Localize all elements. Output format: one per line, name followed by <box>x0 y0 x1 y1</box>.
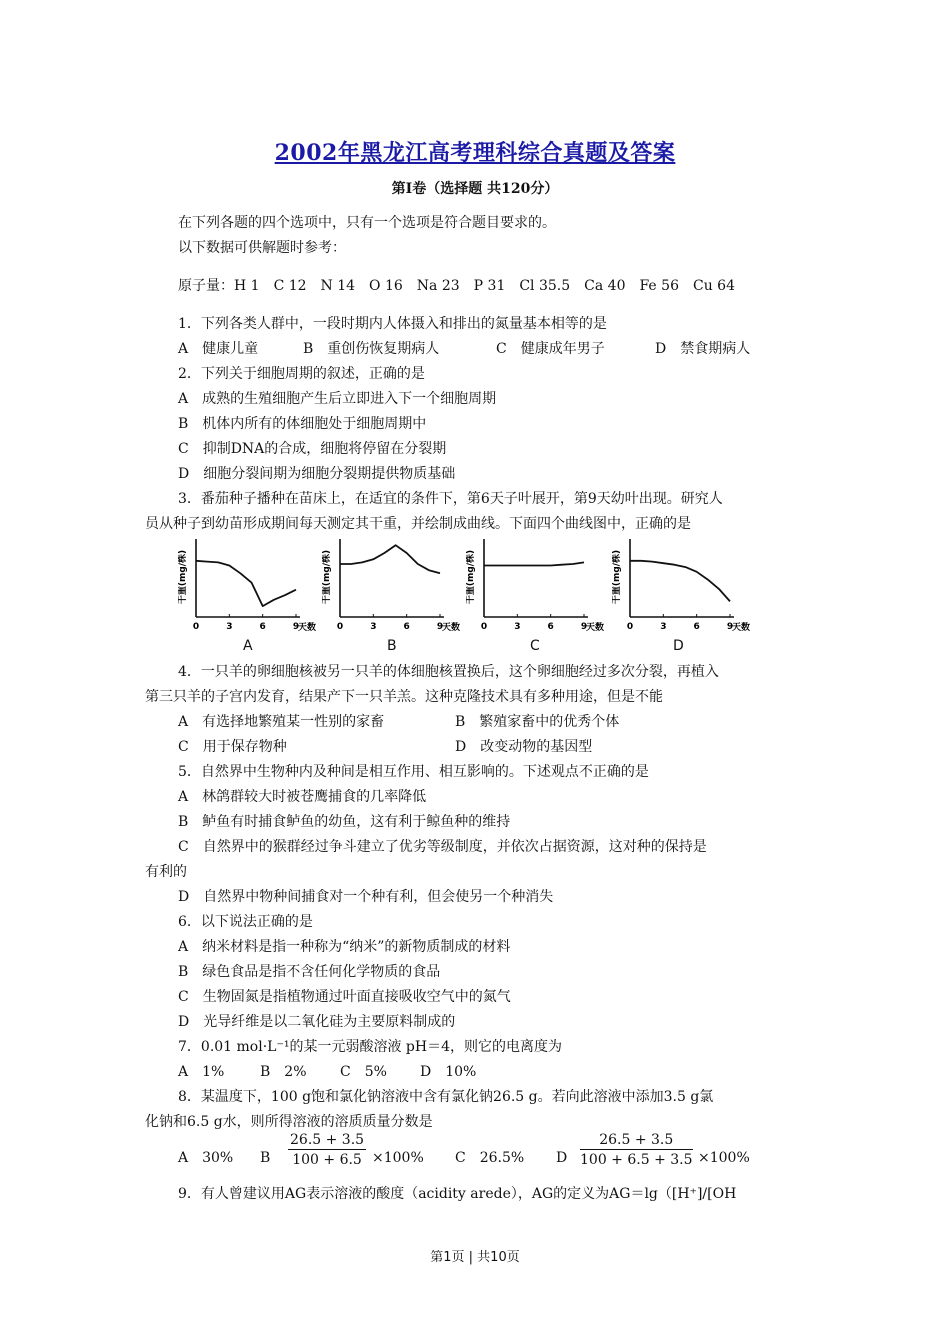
dry-weight-curve <box>630 561 730 602</box>
fraction-d-denominator: 100 + 6.5 + 3.5 <box>580 1152 693 1168</box>
x-tick-label: 0 <box>626 622 634 632</box>
x-tick-label: 6 <box>693 622 700 632</box>
question-3-stem-line-2: 员从种子到幼苗形成期间每天测定其干重，并绘制成曲线。下面四个曲线图中，正确的是 <box>145 516 691 532</box>
question-4-stem-line-1: 4．一只羊的卵细胞核被另一只羊的体细胞核置换后，这个卵细胞经过多次分裂，再植入 <box>178 664 719 680</box>
x-tick-label: 6 <box>259 622 266 632</box>
atomic-mass-line: 原子量：H 1 C 12 N 14 O 16 Na 23 P 31 Cl 35.5 Ca 40 Fe 56 Cu 64 <box>178 278 735 294</box>
x-axis-unit: 天数 <box>442 623 461 633</box>
y-axis-label: 干重(mg/株) <box>322 549 332 605</box>
document-title: 2002年黑龙江高考理科综合真题及答案 <box>274 140 676 166</box>
chart-d <box>612 537 754 637</box>
y-axis-label: 干重(mg/株) <box>612 549 622 605</box>
question-5-option-c-cont: 有利的 <box>145 864 187 880</box>
question-2-option-c: C 抑制DNA的合成，细胞将停留在分裂期 <box>178 441 447 457</box>
question-7-option-b: B 2% <box>260 1064 307 1080</box>
question-7-option-d: D 10% <box>420 1064 477 1080</box>
fraction-b-denominator: 100 + 6.5 <box>292 1152 362 1168</box>
question-2-option-a: A 成熟的生殖细胞产生后立即进入下一个细胞周期 <box>178 391 497 407</box>
question-4-option-b: B 繁殖家畜中的优秀个体 <box>455 714 620 730</box>
x-axis-unit: 天数 <box>298 623 317 633</box>
x-tick-label: 3 <box>370 622 377 632</box>
question-6-stem: 6．以下说法正确的是 <box>178 914 313 930</box>
question-6-option-a: A 纳米材料是指一种称为“纳米”的新物质制成的材料 <box>178 939 511 955</box>
x-tick-label: 3 <box>514 622 521 632</box>
question-5-option-a: A 林鸽群较大时被苍鹰捕食的几率降低 <box>178 789 427 805</box>
y-axis-label: 干重(mg/株) <box>178 549 188 605</box>
question-5-option-b: B 鲈鱼有时捕食鲈鱼的幼鱼，这有利于鲸鱼种的维持 <box>178 814 511 830</box>
chart-b <box>322 537 464 637</box>
x-tick-label: 0 <box>480 622 488 632</box>
question-1-option-c: C 健康成年男子 <box>496 341 605 357</box>
question-1-option-d: D 禁食期病人 <box>655 341 751 357</box>
dry-weight-curve <box>196 561 296 606</box>
y-axis-label: 干重(mg/株) <box>466 549 476 605</box>
dry-weight-curve <box>484 562 584 565</box>
question-8-stem-line-1: 8．某温度下，100 g饱和氯化钠溶液中含有氯化钠26.5 g。若向此溶液中添加3.5 g氯 <box>178 1089 714 1105</box>
x-axis-unit: 天数 <box>586 623 605 633</box>
x-axis-unit: 天数 <box>732 623 751 633</box>
intro-line-1: 在下列各题的四个选项中，只有一个选项是符合题目要求的。 <box>178 215 556 231</box>
question-6-option-d: D 光导纤维是以二氧化硅为主要原料制成的 <box>178 1014 456 1030</box>
question-5-stem: 5．自然界中生物种内及种间是相互作用、相互影响的。下述观点不正确的是 <box>178 764 649 780</box>
question-8-stem-line-2: 化钠和6.5 g水，则所得溶液的溶质质量分数是 <box>145 1114 433 1130</box>
chart-c <box>466 537 608 637</box>
dry-weight-curve <box>340 545 440 573</box>
x-tick-label: 3 <box>660 622 667 632</box>
x-tick-label: 6 <box>403 622 410 632</box>
question-4-option-d: D 改变动物的基因型 <box>455 739 593 755</box>
section-heading: 第Ⅰ卷（选择题 共120分） <box>391 181 559 197</box>
question-7-stem: 7．0.01 mol·L⁻¹的某一元弱酸溶液 pH＝4，则它的电离度为 <box>178 1039 562 1055</box>
question-1-option-a: A 健康儿童 <box>178 341 259 357</box>
x-tick-label: 0 <box>192 622 200 632</box>
question-8-option-d-fraction <box>580 1132 693 1168</box>
question-2-option-b: B 机体内所有的体细胞处于细胞周期中 <box>178 416 427 432</box>
x-tick-label: 9 <box>436 622 444 632</box>
question-8-option-b-percent: ×100% <box>372 1150 424 1166</box>
x-tick-label: 9 <box>292 622 300 632</box>
question-2-option-d: D 细胞分裂间期为细胞分裂期提供物质基础 <box>178 466 456 482</box>
question-2-stem: 2．下列关于细胞周期的叙述，正确的是 <box>178 366 425 382</box>
question-8-option-b-label: B <box>260 1150 271 1166</box>
question-6-option-b: B 绿色食品是指不含任何化学物质的食品 <box>178 964 441 980</box>
intro-line-2: 以下数据可供解题时参考： <box>178 240 346 256</box>
question-8-option-c: C 26.5% <box>455 1150 525 1166</box>
question-5-option-c: C 自然界中的猴群经过争斗建立了优劣等级制度，并依次占据资源，这对种的保持是 <box>178 839 707 855</box>
question-6-option-c: C 生物固氮是指植物通过叶面直接吸收空气中的氮气 <box>178 989 511 1005</box>
x-tick-label: 9 <box>580 622 588 632</box>
question-7-option-c: C 5% <box>340 1064 387 1080</box>
question-5-option-d: D 自然界中物种间捕食对一个种有利，但会使另一个种消失 <box>178 889 554 905</box>
chart-b-label: B <box>387 638 397 654</box>
question-1-option-b: B 重创伤恢复期病人 <box>303 341 440 357</box>
x-tick-label: 0 <box>336 622 344 632</box>
question-8-option-a: A 30% <box>178 1150 234 1166</box>
question-4-option-a: A 有选择地繁殖某一性别的家畜 <box>178 714 385 730</box>
x-tick-label: 9 <box>726 622 734 632</box>
question-4-option-c: C 用于保存物种 <box>178 739 287 755</box>
chart-c-label: C <box>530 638 540 654</box>
chart-a-label: A <box>243 638 253 654</box>
question-8-option-b-fraction <box>288 1132 366 1168</box>
question-4-stem-line-2: 第三只羊的子宫内发育，结果产下一只羊羔。这种克隆技术具有多种用途，但是不能 <box>145 689 663 705</box>
question-1-stem: 1．下列各类人群中，一段时期内人体摄入和排出的氮量基本相等的是 <box>178 316 607 332</box>
x-tick-label: 3 <box>226 622 233 632</box>
chart-d-label: D <box>673 638 684 654</box>
page-footer: 第1页 | 共10页 <box>430 1250 520 1265</box>
question-7-option-a: A 1% <box>178 1064 225 1080</box>
chart-a <box>178 537 320 637</box>
question-3-stem-line-1: 3．番茄种子播种在苗床上，在适宜的条件下，第6天子叶展开，第9天幼叶出现。研究人 <box>178 491 723 507</box>
fraction-d-numerator: 26.5 + 3.5 <box>580 1132 693 1150</box>
question-8-option-d-label: D <box>556 1150 568 1166</box>
fraction-b-numerator: 26.5 + 3.5 <box>290 1132 365 1148</box>
question-9-stem: 9．有人曾建议用AG表示溶液的酸度（acidity arede），AG的定义为AG＝lg（[H⁺]/[OH <box>178 1186 737 1202</box>
question-8-option-d-percent: ×100% <box>698 1150 750 1166</box>
x-tick-label: 6 <box>547 622 554 632</box>
